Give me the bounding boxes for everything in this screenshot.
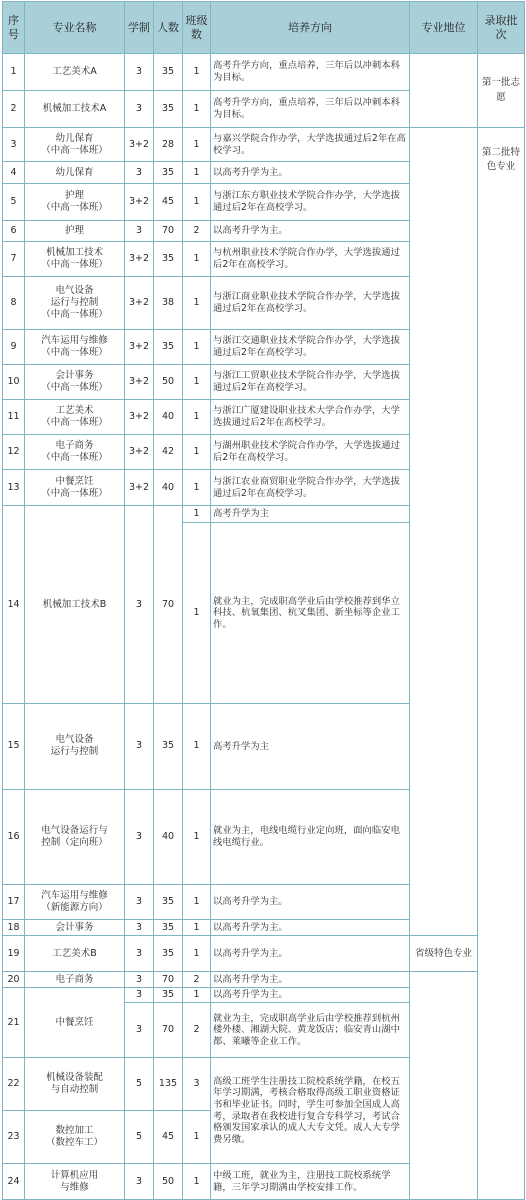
row-classes: 1 [183,184,211,221]
row-no: 2 [3,91,25,128]
row-classes: 1 [183,988,211,1003]
row-classes: 1 [183,523,211,704]
row-name-sub: （中高一体班） [41,202,108,213]
row-system: 3+2 [125,365,154,400]
row-name-cell [25,1058,125,1111]
row-name-cell [25,400,125,435]
row-classes: 1 [183,242,211,277]
row-direction: 高考升学方向，重点培养，三年后以冲刺本科为目标。 [211,91,410,128]
row-name-sub: （中高一体班） [41,144,108,156]
row-name-sub: （中高一体班） [41,452,108,463]
row-classes: 2 [183,972,211,988]
row-count: 35 [154,330,183,365]
row-name: 汽车运用与维修 [41,890,108,902]
row-direction: 与浙江工贸职业技术学院合作办学，大学选拔通过后2年在高校学习。 [211,365,410,400]
status-cell-empty [410,972,478,1200]
row-no: 8 [3,277,25,330]
row-name-sub: （中高一体班） [41,417,108,428]
row-system: 3 [125,1003,154,1058]
row-no: 13 [3,470,25,506]
row-name-cell [25,365,125,400]
row-no: 17 [3,885,25,920]
row-name: 中餐烹饪 [55,475,94,487]
row-no: 3 [3,128,25,162]
row-name-2: 控制（定向班） [41,836,108,848]
row-count: 135 [154,1058,183,1111]
row-name: 工艺美术B [25,936,125,972]
header-no: 序号 [3,2,25,54]
row-name-2: （数控车工） [45,1137,103,1148]
row-name: 计算机应用 [50,1169,99,1181]
row-classes: 1 [183,128,211,162]
row-name-sub: （中高一体班） [41,259,108,270]
row-direction: 中级工班，就业为主，注册技工院校系统学籍，三年学习期满由学校安排工作。 [211,1164,410,1200]
row-classes: 1 [183,704,211,790]
row-direction: 以高考升学为主。 [211,920,410,936]
row-no: 15 [3,704,25,790]
row-no: 1 [3,54,25,91]
enrollment-plan-table [2,1,525,1200]
row-direction: 与浙江交通职业技术学院合作办学，大学选拔通过后2年在高校学习。 [211,330,410,365]
row-classes: 3 [183,1058,211,1111]
row-no: 16 [3,789,25,884]
row-system: 3 [125,789,154,884]
row-system: 3+2 [125,128,154,162]
row-system: 3 [125,936,154,972]
row-name: 工艺美术 [55,405,94,417]
row-name-sub: （中高一体班） [41,382,108,393]
row-count: 70 [154,221,183,242]
row-no: 12 [3,435,25,470]
row-classes: 1 [183,330,211,365]
row-direction: 与嘉兴学院合作办学，大学选拔通过后2年在高校学习。 [211,128,410,162]
status-badge: 省级特色专业 [410,936,478,972]
row-system: 3 [125,988,154,1003]
row-system: 3+2 [125,242,154,277]
row-system: 3+2 [125,470,154,506]
row-count: 70 [154,972,183,988]
row-system: 3 [125,885,154,920]
row-no: 24 [3,1164,25,1200]
row-no: 6 [3,221,25,242]
row-name: 护理 [64,190,84,202]
row-direction: 与浙江东方职业技术学院合作办学，大学选拔通过后2年在高校学习。 [211,184,410,221]
row-classes: 1 [183,920,211,936]
row-count: 70 [154,1003,183,1058]
row-classes: 1 [183,885,211,920]
row-no: 5 [3,184,25,221]
row-direction: 以高考升学为主。 [211,221,410,242]
row-system: 3 [125,1164,154,1200]
row-name-sub: （中高一体班） [41,308,108,320]
row-no: 14 [3,506,25,704]
row-classes: 1 [183,435,211,470]
row-name-sub: （中高一体班） [41,347,108,358]
row-system: 3+2 [125,435,154,470]
batch-second: 第二批特色专业 [478,128,525,1200]
row-classes: 1 [183,162,211,184]
row-system: 3 [125,221,154,242]
row-direction: 高考升学方向，重点培养，三年后以冲刺本科为目标。 [211,54,410,91]
table-row [3,972,525,988]
row-system: 3+2 [125,184,154,221]
row-name: 幼儿保育 [55,132,94,144]
table-row [3,128,525,162]
row-system: 3 [125,91,154,128]
row-name-cell [25,277,125,330]
row-count: 35 [154,885,183,920]
row-no: 19 [3,936,25,972]
row-name: 数控加工 [55,1125,94,1137]
row-direction: 高级工班学生注册技工院校系统学籍，在校五年学习期满，考核合格取得高级工职业资格证书和毕业证书。同时，学生可参加全国成人高考，录取者在我校进行复合专科学习，考试合格颁发国家承认的成人大专文凭。成人大专学费另缴。 [211,1058,410,1164]
header-system: 学制 [125,2,154,54]
row-classes: 1 [183,506,211,523]
row-system: 3+2 [125,330,154,365]
row-no: 23 [3,1111,25,1164]
row-direction: 与湖州职业技术学院合作办学，大学选拔通过后2年在高校学习。 [211,435,410,470]
row-name: 汽车运用与维修 [41,335,108,347]
header-name: 专业名称 [25,2,125,54]
row-name-cell [25,704,125,790]
row-classes: 1 [183,91,211,128]
row-name-cell [25,470,125,506]
row-classes: 1 [183,1164,211,1200]
row-no: 11 [3,400,25,435]
row-classes: 1 [183,789,211,884]
row-count: 35 [154,54,183,91]
batch-first: 第一批志愿 [478,54,525,128]
row-system: 5 [125,1111,154,1164]
row-name-cell [25,1111,125,1164]
row-name-cell [25,128,125,162]
row-direction: 以高考升学为主。 [211,162,410,184]
row-count: 35 [154,920,183,936]
row-count: 45 [154,184,183,221]
row-classes: 2 [183,1003,211,1058]
row-name: 电气设备 [55,734,94,746]
row-no: 21 [3,988,25,1058]
row-no: 4 [3,162,25,184]
row-system: 3 [125,972,154,988]
row-name-cell [25,885,125,920]
row-system: 3 [125,704,154,790]
row-name-cell [25,184,125,221]
row-name-sub: （新能源方向） [41,902,108,913]
row-direction: 高考升学为主 [211,506,410,523]
row-classes: 1 [183,277,211,330]
row-name-cell [25,789,125,884]
row-no: 10 [3,365,25,400]
row-count: 28 [154,128,183,162]
row-no: 7 [3,242,25,277]
row-system: 3 [125,920,154,936]
row-name: 机械加工技术A [25,91,125,128]
row-count: 38 [154,277,183,330]
row-count: 35 [154,704,183,790]
row-count: 35 [154,242,183,277]
row-count: 35 [154,91,183,128]
row-count: 35 [154,988,183,1003]
row-classes: 1 [183,400,211,435]
row-no: 22 [3,1058,25,1111]
header-row [3,2,525,54]
row-classes: 2 [183,221,211,242]
row-count: 40 [154,789,183,884]
row-system: 3 [125,506,154,704]
row-direction: 与杭州职业技术学院合作办学，大学选拔通过后2年在高校学习。 [211,242,410,277]
row-system: 3 [125,54,154,91]
row-direction: 就业为主，完成职高学业后由学校推荐到杭州楼外楼、湘湖大院、黄龙饭店；临安青山湖中都、莱曦等企业工作。 [211,1003,410,1058]
header-direction: 培养方向 [211,2,410,54]
row-name: 机械加工技术B [25,506,125,704]
row-name-2: 运行与控制 [50,746,99,758]
row-direction: 与浙江广厦建设职业技术大学合作办学，大学选拔通过后2年在高校学习。 [211,400,410,435]
row-no: 20 [3,972,25,988]
row-name: 机械加工技术 [45,247,103,259]
row-name: 电子商务 [55,440,94,452]
row-count: 35 [154,162,183,184]
header-status: 专业地位 [410,2,478,54]
row-direction: 以高考升学为主。 [211,972,410,988]
row-count: 40 [154,470,183,506]
header-classes: 班级数 [183,2,211,54]
status-cell-empty [410,54,478,128]
row-classes: 1 [183,54,211,91]
row-name: 电气设备运行与 [41,824,108,836]
row-count: 42 [154,435,183,470]
row-direction: 以高考升学为主。 [211,988,410,1003]
row-no: 18 [3,920,25,936]
status-cell-empty [410,128,478,936]
row-no: 9 [3,330,25,365]
row-count: 35 [154,936,183,972]
row-name-cell [25,242,125,277]
row-name-cell [25,435,125,470]
row-system: 3 [125,162,154,184]
row-direction: 就业为主，电线电缆行业定向班，面向临安电线电缆行业。 [211,789,410,884]
row-name: 工艺美术A [25,54,125,91]
row-system: 3+2 [125,277,154,330]
row-count: 45 [154,1111,183,1164]
row-count: 50 [154,365,183,400]
row-direction: 与浙江商业职业技术学院合作办学，大学选拔通过后2年在高校学习。 [211,277,410,330]
row-name: 会计事务 [25,920,125,936]
table-row [3,54,525,91]
row-name: 护理 [25,221,125,242]
row-name: 机械设备装配 [45,1072,103,1084]
row-direction: 就业为主，完成职高学业后由学校推荐到华立科技、杭氧集团、杭叉集团、新坐标等企业工作。 [211,523,410,704]
row-system: 3+2 [125,400,154,435]
header-batch: 录取批次 [478,2,525,54]
row-direction: 以高考升学为主。 [211,885,410,920]
row-classes: 1 [183,365,211,400]
row-name-cell [25,1164,125,1200]
row-name: 中餐烹饪 [25,988,125,1058]
header-count: 人数 [154,2,183,54]
row-count: 70 [154,506,183,704]
row-system: 5 [125,1058,154,1111]
row-name-sub: （中高一体班） [41,487,108,499]
row-name-cell [25,330,125,365]
table-row [3,936,525,972]
row-direction: 与浙江农业商贸职业学院合作办学，大学选拔通过后2年在高校学习。 [211,470,410,506]
row-classes: 1 [183,470,211,506]
row-count: 50 [154,1164,183,1200]
row-name-2: 与自动控制 [50,1084,99,1095]
row-name: 电气设备 [55,285,94,297]
row-name-2: 与维修 [60,1181,89,1193]
row-name: 会计事务 [55,370,94,382]
row-name-2: 运行与控制 [50,297,99,309]
row-classes: 1 [183,936,211,972]
row-direction: 高考升学为主 [211,704,410,790]
row-classes: 1 [183,1111,211,1164]
row-name: 电子商务 [25,972,125,988]
row-direction: 以高考升学为主。 [211,936,410,972]
row-count: 40 [154,400,183,435]
row-name: 幼儿保育 [25,162,125,184]
